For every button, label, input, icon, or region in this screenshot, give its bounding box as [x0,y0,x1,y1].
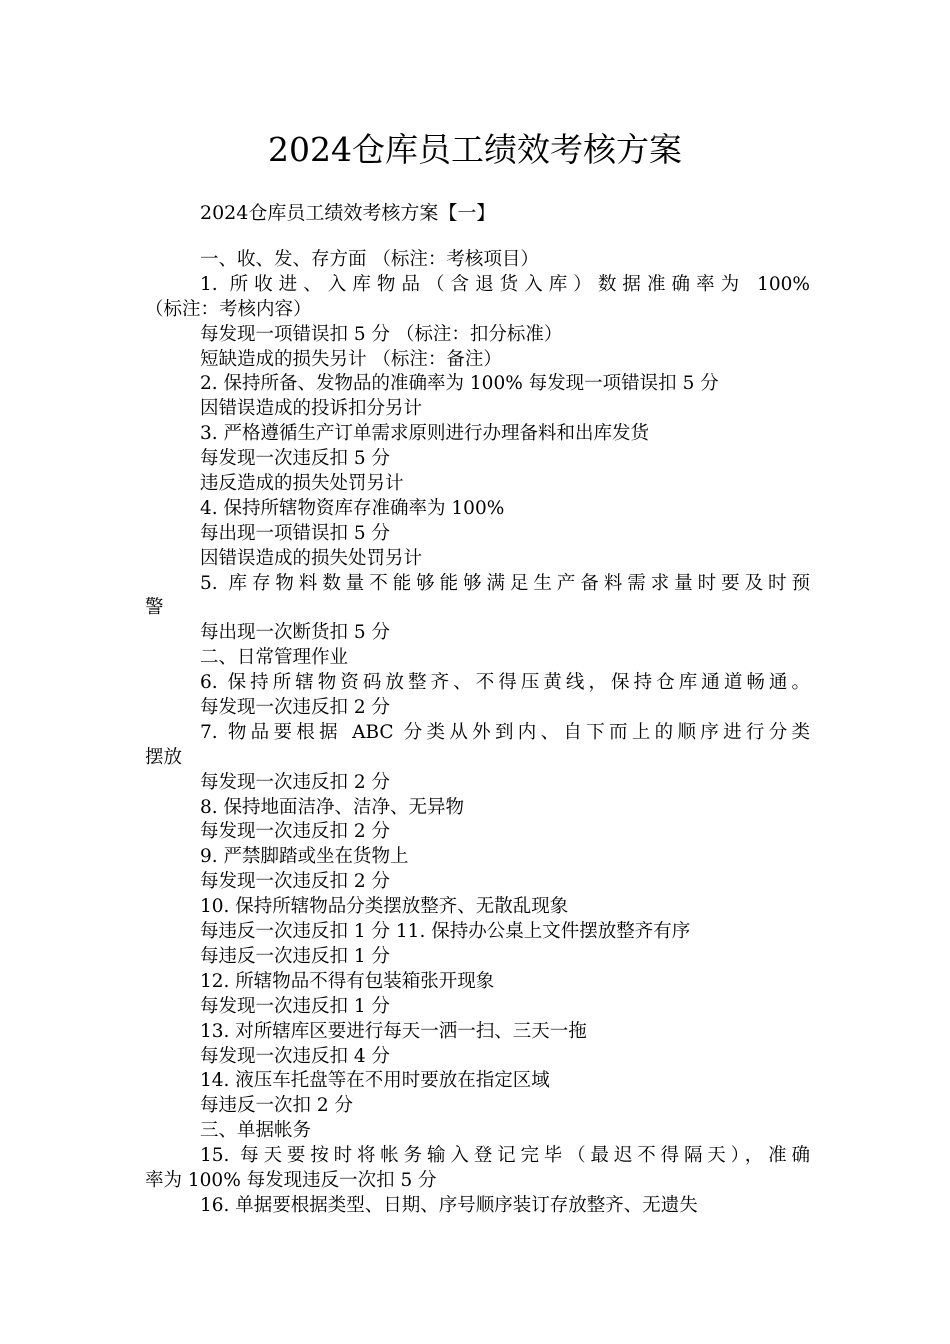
paragraph-line: 13. 对所辖库区要进行每天一洒一扫、三天一拖 [200,1020,587,1042]
paragraph-line: 每发现一次违反扣 2 分 [200,771,391,793]
document-body [145,248,810,1219]
paragraph-line: 6. 保持所辖物资码放整齐、不得压黄线，保持仓库通道畅通。 [200,672,810,694]
paragraph-line: 警 [145,597,164,619]
paragraph-line: 8. 保持地面洁净、洁净、无异物 [200,796,465,818]
paragraph-line: 因错误造成的投诉扣分另计 [200,398,423,420]
paragraph-line: 4. 保持所辖物资库存准确率为 100% [200,497,505,519]
paragraph-line: 每出现一项错误扣 5 分 [200,522,391,544]
paragraph-line: 每出现一次断货扣 5 分 [200,622,391,644]
paragraph-line: 每发现一次违反扣 2 分 [200,697,391,719]
section-heading: 2024仓库员工绩效考核方案【一】 [200,202,496,224]
paragraph-line: 每发现一次违反扣 1 分 [200,995,391,1017]
paragraph-line: 短缺造成的损失另计 （标注：备注） [200,348,502,370]
paragraph-line: 9. 严禁脚踏或坐在货物上 [200,846,409,868]
paragraph-line: 1. 所收进、入库物品（含退货入库）数据准确率为 100% [200,273,810,295]
paragraph-line: 每违反一次扣 2 分 [200,1095,354,1117]
paragraph-line: 15. 每天要按时将帐务输入登记完毕（最迟不得隔天），准确 [200,1145,810,1167]
paragraph-line: （标注：考核内容） [145,298,312,320]
paragraph-line: 率为 100% 每发现违反一次扣 5 分 [145,1169,437,1191]
paragraph-line: 因错误造成的损失处罚另计 [200,547,423,569]
paragraph-line: 每发现一次违反扣 2 分 [200,821,391,843]
paragraph-line: 每发现一项错误扣 5 分 （标注：扣分标准） [200,323,563,345]
paragraph-line: 10. 保持所辖物品分类摆放整齐、无散乱现象 [200,896,569,918]
paragraph-line: 14. 液压车托盘等在不用时要放在指定区域 [200,1070,550,1092]
section-heading-1: 一、收、发、存方面 （标注：考核项目） [200,249,539,270]
paragraph-line: 12. 所辖物品不得有包装箱张开现象 [200,970,495,992]
paragraph-line: 每违反一次违反扣 1 分 [200,945,391,967]
paragraph-line: 每发现一次违反扣 5 分 [200,448,391,470]
section-heading-2: 二、日常管理作业 [200,647,349,669]
section-heading-3: 三、单据帐务 [200,1120,312,1142]
paragraph-line: 每违反一次违反扣 1 分 11. 保持办公桌上文件摆放整齐有序 [200,921,691,943]
paragraph-line: 5. 库存物料数量不能够能够满足生产备料需求量时要及时预 [200,572,810,594]
paragraph-line: 16. 单据要根据类型、日期、序号顺序装订存放整齐、无遗失 [200,1194,698,1216]
paragraph-line: 违反造成的损失处罚另计 [200,473,404,495]
document-title: 2024仓库员工绩效考核方案 [268,130,682,169]
paragraph-line: 3. 严格遵循生产订单需求原则进行办理备料和出库发货 [200,423,650,445]
paragraph-line: 7. 物品要根据 ABC 分类从外到内、自下而上的顺序进行分类 [200,721,810,743]
paragraph-line: 每发现一次违反扣 4 分 [200,1045,391,1067]
paragraph-line: 2. 保持所备、发物品的准确率为 100% 每发现一项错误扣 5 分 [200,373,719,395]
paragraph-line: 每发现一次违反扣 2 分 [200,871,391,893]
paragraph-line: 摆放 [145,746,183,768]
